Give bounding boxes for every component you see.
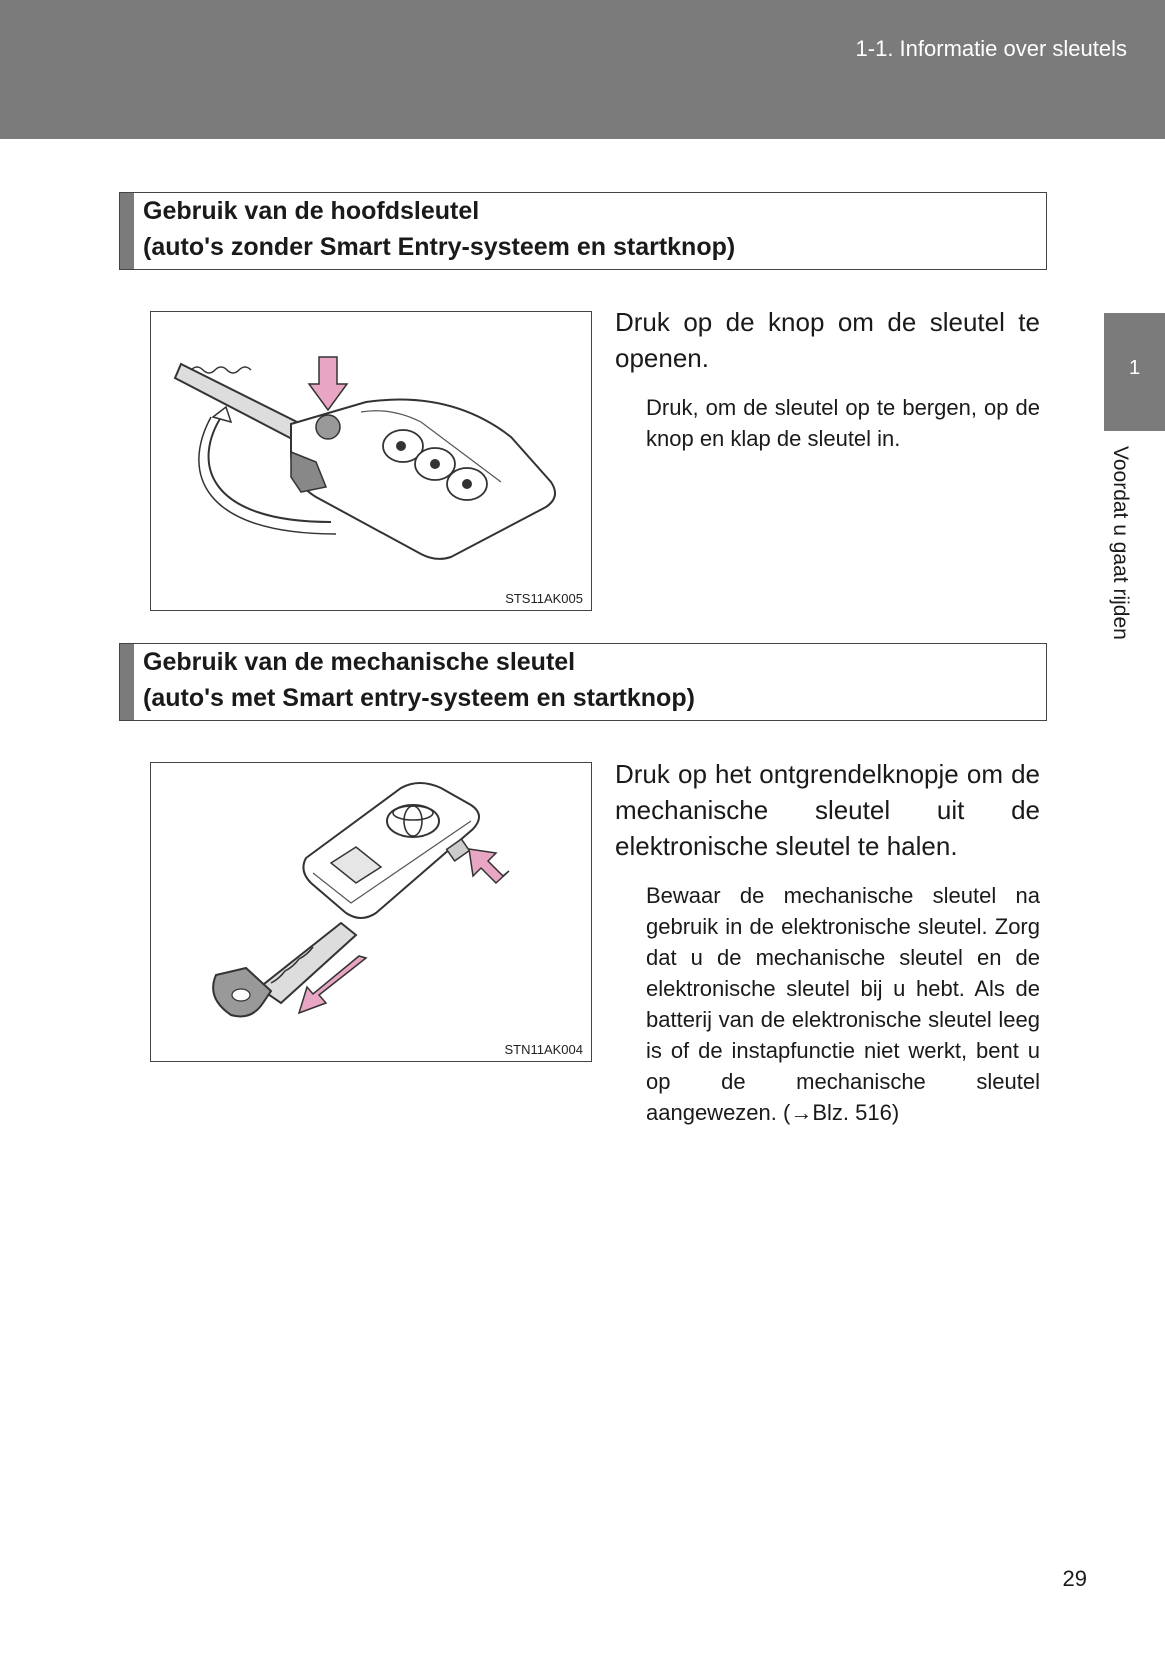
note-text: Bewaar de mechanische sleutel na gebruik in de elektronische sleutel. Zorg dat u de mechanische sleutel en de elektronische sleutel bij u hebt. Als de batterij van de elektronische sleutel leeg is of de instapfunctie niet werkt, bent u op de mechanische sleutel aangewezen. (→Blz. 516)	[646, 883, 1040, 1125]
header-bar	[0, 0, 1165, 139]
chapter-tab-number: 1	[1128, 357, 1141, 379]
instruction-text: Druk op de knop om de sleutel te openen.	[615, 307, 1040, 373]
note-text: Druk, om de sleutel op te bergen, op de knop en klap de sleutel in.	[646, 395, 1040, 451]
chapter-reference: 1-1. Informatie over sleutels	[855, 36, 1127, 61]
section-heading-mechanical-key	[119, 643, 1047, 721]
figure-code: STS11AK005	[505, 591, 583, 606]
chapter-tab	[1104, 313, 1165, 431]
chapter-tab-label: Voordat u gaat rijden	[1109, 446, 1132, 640]
instruction-text: Druk op het ontgrendelknopje om de mechanische sleutel uit de elektronische sleutel te halen.	[615, 759, 1040, 861]
figure-code: STN11AK004	[504, 1042, 583, 1057]
page-number: 29	[1062, 1566, 1087, 1591]
smart-key-illustration	[151, 763, 591, 1061]
section-heading-master-key	[119, 192, 1047, 270]
heading-accent-bar	[120, 193, 134, 269]
section-title: Gebruik van de hoofdsleutel	[143, 197, 480, 225]
figure-smart-key	[150, 762, 592, 1062]
section-title: Gebruik van de mechanische sleutel	[143, 648, 576, 676]
figure-folding-key	[150, 311, 592, 611]
section-subtitle: (auto's zonder Smart Entry-systeem en startknop)	[143, 233, 736, 261]
folding-key-illustration	[151, 312, 591, 610]
heading-accent-bar	[120, 644, 134, 720]
section-subtitle: (auto's met Smart entry-systeem en startknop)	[143, 684, 695, 712]
